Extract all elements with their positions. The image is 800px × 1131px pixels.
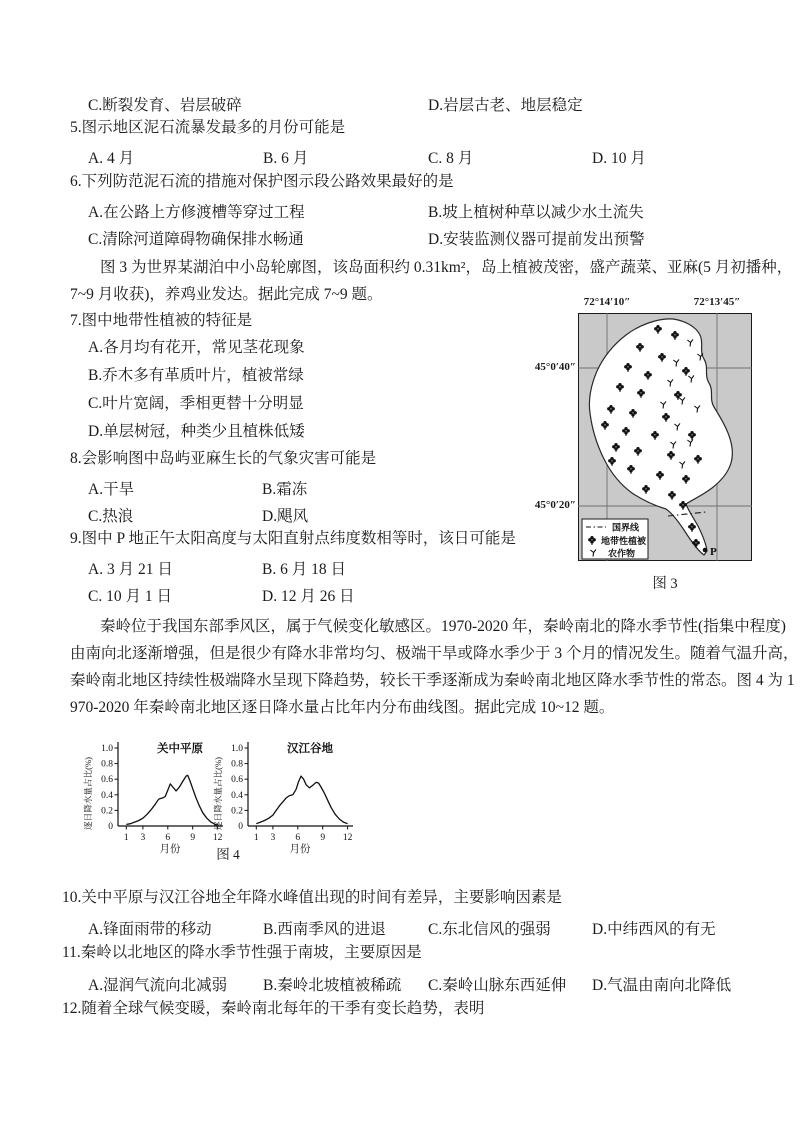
legend-vegetation-label: 地带性植被 <box>601 536 647 546</box>
svg-text:逐日降水量占比(%): 逐日降水量占比(%) <box>83 756 93 830</box>
passage-2-line-3: 秦岭南北地区持续性极端降水呈现下降趋势，较长干季逐渐成为秦岭南北地区降水季节性的常态。图 4 为 1 <box>70 672 795 689</box>
q5-option-b: B. 6 月 <box>263 150 309 167</box>
point-p-dot <box>703 548 708 553</box>
legend-crop-label: 农作物 <box>608 548 636 559</box>
q8-option-c: C.热浪 <box>88 508 134 525</box>
question-5-stem: 5.图示地区泥石流暴发最多的月份可能是 <box>70 119 346 136</box>
q10-option-b: B.西南季风的进退 <box>263 921 386 938</box>
q6-options-row-1 <box>0 200 800 220</box>
q11-option-d: D.气温由南向北降低 <box>592 977 732 994</box>
q4-option-d: D.岩层古老、地层稳定 <box>428 97 583 114</box>
q6-option-c: C.清除河道障碍物确保排水畅通 <box>88 231 304 248</box>
q11-option-a: A.湿润气流向北减弱 <box>88 977 228 994</box>
svg-text:0.6: 0.6 <box>231 775 243 786</box>
q11-option-c: C.秦岭山脉东西延伸 <box>428 977 567 994</box>
q7-option-d: D.单层树冠，种类少且植株低矮 <box>88 423 305 440</box>
q5-option-c: C. 8 月 <box>428 150 474 167</box>
svg-text:3: 3 <box>140 833 146 843</box>
q5-option-d: D. 10 月 <box>592 150 646 167</box>
svg-text:9: 9 <box>320 833 326 843</box>
passage-2-line-1: 秦岭位于我国东部季风区，属于气候变化敏感区。1970-2020 年，秦岭南北的降水季节性(指集中程度) <box>100 618 786 635</box>
q7-option-a: A.各月均有花开，常见茎花现象 <box>88 339 305 356</box>
question-9-stem: 9.图中 P 地正午太阳高度与太阳直射点纬度数相等时，该日可能是 <box>70 530 516 547</box>
svg-text:0: 0 <box>238 822 243 832</box>
svg-text:1: 1 <box>253 833 259 843</box>
q8-option-a: A.干旱 <box>88 481 135 498</box>
q11-options-row <box>0 973 800 993</box>
svg-text:0.8: 0.8 <box>231 759 243 770</box>
svg-text:0.4: 0.4 <box>101 790 113 801</box>
svg-text:1.0: 1.0 <box>101 744 113 754</box>
q5-options-row <box>0 146 800 166</box>
svg-text:月份: 月份 <box>159 844 181 855</box>
svg-text:0.8: 0.8 <box>101 759 113 770</box>
passage-1-line-2: 7~9 月收获)，养鸡业发达。据此完成 7~9 题。 <box>70 286 383 303</box>
question-6-stem: 6.下列防范泥石流的措施对保护图示段公路效果最好的是 <box>70 173 454 190</box>
q9-option-a: A. 3 月 21 日 <box>88 561 173 578</box>
svg-text:逐日降水量占比(%): 逐日降水量占比(%) <box>213 756 223 830</box>
figure3-caption: 图 3 <box>652 576 678 592</box>
q4-option-c: C.断裂发育、岩层破碎 <box>88 97 242 114</box>
question-11-stem: 11.秦岭以北地区的降水季节性强于南坡，主要原因是 <box>62 944 422 961</box>
figure3-longitude-right-label: 72°13′45″ <box>693 296 741 308</box>
q8-option-b: B.霜冻 <box>262 481 308 498</box>
q7-option-b: B.乔木多有革质叶片，植被常绿 <box>88 367 304 384</box>
svg-text:关中平原: 关中平原 <box>157 743 203 755</box>
question-12-stem: 12.随着全球气候变暖，秦岭南北每年的干季有变长趋势，表明 <box>62 1000 485 1017</box>
svg-text:1: 1 <box>123 833 129 843</box>
figure4-caption: 图 4 <box>216 847 240 862</box>
svg-text:汉江谷地: 汉江谷地 <box>287 743 333 755</box>
q10-option-c: C.东北信风的强弱 <box>428 921 551 938</box>
q10-options-row <box>0 917 800 937</box>
legend-boundary-label: 国界线 <box>612 522 640 533</box>
svg-text:12: 12 <box>212 833 223 843</box>
svg-text:1.0: 1.0 <box>231 744 243 754</box>
figure3-latitude-top-label: 45°0′40″ <box>534 361 576 373</box>
question-7-stem: 7.图中地带性植被的特征是 <box>70 312 253 329</box>
svg-text:9: 9 <box>190 833 196 843</box>
map-legend <box>582 519 648 559</box>
q10-option-d: D.中纬西风的有无 <box>592 921 716 938</box>
q5-option-a: A. 4 月 <box>88 150 135 167</box>
svg-text:0.6: 0.6 <box>101 775 113 786</box>
q7-option-c: C.叶片宽阔，季相更替十分明显 <box>88 395 304 412</box>
q4-options-row <box>0 93 800 113</box>
q9-option-c: C. 10 月 1 日 <box>88 588 172 605</box>
passage-1-line-1: 图 3 为世界某湖泊中小岛轮廓图，该岛面积约 0.31km²，岛上植被茂密，盛产蔬菜、亚麻(5 月初播种， <box>100 259 793 276</box>
svg-text:3: 3 <box>270 833 276 843</box>
q9-option-d: D. 12 月 26 日 <box>262 588 355 605</box>
q6-option-b: B.坡上植树种草以减少水土流失 <box>428 204 644 221</box>
figure3-latitude-bottom-label: 45°0′20″ <box>534 499 576 511</box>
q6-option-a: A.在公路上方修渡槽等穿过工程 <box>88 204 305 221</box>
question-8-stem: 8.会影响图中岛屿亚麻生长的气象灾害可能是 <box>70 450 377 467</box>
q9-option-b: B. 6 月 18 日 <box>262 561 346 578</box>
passage-2-line-2: 由南向北逐渐增强，但是很少有降水非常均匀、极端干旱或降水季少于 3 个月的情况发生。随着气温升高， <box>70 645 799 662</box>
svg-text:6: 6 <box>165 833 171 843</box>
svg-text:12: 12 <box>342 833 353 843</box>
figure3-island-map <box>578 313 752 561</box>
svg-text:0.2: 0.2 <box>231 806 243 817</box>
q11-option-b: B.秦岭北坡植被稀疏 <box>263 977 402 994</box>
passage-2-line-4: 970-2020 年秦岭南北地区逐日降水量占比年内分布曲线图。据此完成 10~12 题。 <box>70 699 615 716</box>
q8-option-d: D.飓风 <box>262 508 309 525</box>
q6-option-d: D.安装监测仪器可提前发出预警 <box>428 231 645 248</box>
point-p-label: P <box>710 546 717 558</box>
figure4-chart-hanjiang-valley <box>210 734 370 858</box>
figure3-longitude-left-label: 72°14′10″ <box>583 296 631 308</box>
svg-text:6: 6 <box>295 833 301 843</box>
svg-text:0.4: 0.4 <box>231 790 243 801</box>
q10-option-a: A.锋面雨带的移动 <box>88 921 212 938</box>
svg-text:0.2: 0.2 <box>101 806 113 817</box>
svg-text:0: 0 <box>108 822 113 832</box>
svg-text:月份: 月份 <box>289 844 311 855</box>
question-10-stem: 10.关中平原与汉江谷地全年降水峰值出现的时间有差异，主要影响因素是 <box>62 889 562 906</box>
q6-options-row-2 <box>0 227 800 247</box>
